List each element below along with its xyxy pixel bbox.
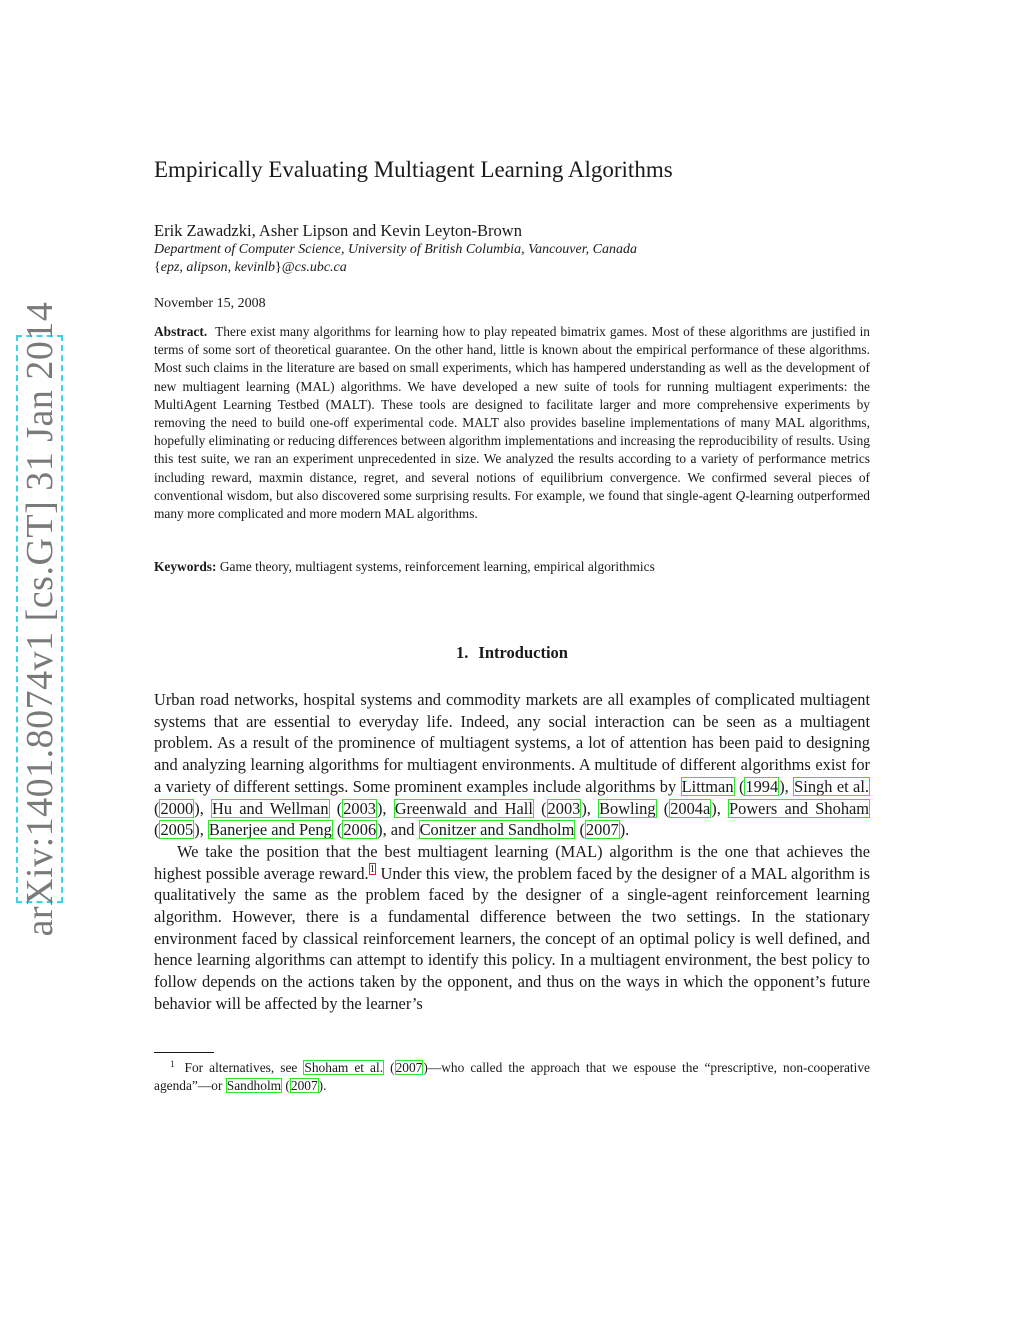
- arxiv-stamp: [16, 301, 63, 937]
- email-names: epz, alipson, kevinlb: [160, 260, 276, 275]
- footnote: $^1$ For alternatives, see Shoham et al. (2007)—who called the approach that we espouse the “prescriptive, non-cooperative agenda”—or Sandholm (2007).: [154, 1058, 871, 1094]
- section-number: 1.: [456, 643, 469, 662]
- q-symbol: Q: [735, 487, 746, 503]
- footnote-text: For alternatives, see: [184, 1060, 298, 1075]
- footnote-number: 1: [170, 1058, 175, 1069]
- citation-year-link[interactable]: 2006: [343, 820, 377, 840]
- abstract-text: There exist many algorithms for learning how to play repeated bimatrix games. Most of these algorithms are justified in terms of some sort of theoretical guarantee. On the other hand, little is known about the empirical performance of these algorithms. Most such claims in the literature are based on small experiments, which has hampered understanding as well as the development of new multiagent learning (MAL) algorithms. We have developed a new suite of tools for running multiagent experiments: the MultiAgent Learning Testbed (MALT). These tools are designed to facilitate larger and more comprehensive experiments by removing the need to build one-off experimental code. MALT also provides baseline implementations of many MAL algorithms, hopefully eliminating or reducing differences between algorithm implementations and increasing the reproducibility of results. Using this test suite, we ran an experiment unprecedented in size. We analyzed the results according to a variety of performance metrics including reward, maxmin distance, regret, and several notions of equilibrium convergence. We confirmed several pieces of conventional wisdom, but also discovered some surprising results. For example, we found that single-agent: [154, 324, 870, 503]
- section-title: Introduction: [478, 643, 568, 662]
- footnote-text-end: .: [323, 1078, 327, 1094]
- citation-link[interactable]: Singh et al.: [794, 776, 869, 796]
- citation-year-link[interactable]: 2000: [160, 798, 194, 818]
- keywords-label: Keywords:: [154, 559, 217, 574]
- citation-year-link[interactable]: 2007: [585, 820, 619, 840]
- paper-date: November 15, 2008: [154, 296, 266, 311]
- intro-p1-text: Urban road networks, hospital systems and commodity markets are all examples of complicated multiagent systems that are essential to everyday life. Indeed, any social interaction can be seen as a multiagent problem. As a result of the prominence of multiagent systems, a lot of attention has been paid to designing and analyzing learning algorithms for multiagent environments. A multitude of different algorithms exist for a variety of different settings. Some prominent examples include algorithms by: [154, 690, 870, 796]
- abstract: [154, 323, 870, 523]
- citation-link[interactable]: Littman: [681, 776, 734, 796]
- email-brace-close: }: [275, 260, 282, 275]
- intro-p2-text-cont: Under this view, the problem faced by the designer of a MAL algorithm is qualitatively the same as the problem faced by the designer of a single-agent reinforcement learning algorithm. However, there is a fundamental difference between the two settings. In the stationary environment faced by classical reinforcement learners, the concept of an optimal policy is well defined, and hence learning algorithms can attempt to identify this policy. In a multiagent environment, the best policy to follow depends on the actions taken by the opponent, and thus on the ways in which the opponent’s future behavior will be affected by the learner’s: [154, 863, 870, 1013]
- paper-affiliation: Department of Computer Science, University of British Columbia, Vancouver, Canada: [154, 242, 637, 257]
- citation-link[interactable]: Conitzer and Sandholm: [419, 820, 575, 840]
- keywords-text: Game theory, multiagent systems, reinforcement learning, empirical algorithmics: [219, 559, 655, 574]
- citation-year-link[interactable]: 2003: [547, 798, 581, 818]
- abstract-text-end: -learning outperformed many more complicated and more modern MAL algorithms.: [154, 487, 870, 522]
- citation-year-link[interactable]: 2004a: [670, 798, 711, 818]
- keywords: [154, 559, 655, 575]
- citation-link[interactable]: Bowling: [599, 798, 656, 818]
- citation-link[interactable]: Hu and Wellman: [212, 798, 329, 818]
- footnote-rule: [154, 1052, 214, 1053]
- citation-link[interactable]: Shoham et al.: [304, 1060, 384, 1075]
- intro-p2-text: We take the position that the best multiagent learning (MAL) algorithm is the one that achieves the highest possible average reward.: [154, 841, 870, 883]
- email-brace-open: {: [154, 260, 161, 275]
- citation-link[interactable]: Powers and Shoham: [729, 798, 870, 818]
- intro-body: [154, 689, 870, 1015]
- paper-title: Empirically Evaluating Multiagent Learning Algorithms: [154, 157, 673, 182]
- section-heading: [0, 643, 1024, 663]
- citation-link[interactable]: Greenwald and Hall: [394, 798, 533, 818]
- intro-paragraph-2: [154, 841, 870, 1015]
- citation-year-link[interactable]: 2005: [160, 820, 194, 840]
- citation-year-link[interactable]: 2007: [290, 1078, 318, 1094]
- paper-authors: Erik Zawadzki, Asher Lipson and Kevin Leyton-Brown: [154, 221, 522, 240]
- intro-paragraph-1: Urban road networks, hospital systems and commodity markets are all examples of complicated multiagent systems that are essential to everyday life. Indeed, any social interaction can be seen as a multiagent problem. As a result of the prominence of multiagent systems, a lot of attention has been paid to designing and analyzing learning algorithms for multiagent environments. A multitude of different algorithms exist for a variety of different settings. Some prominent examples include algorithms by Littman (1994), Singh et al. (2000), Hu and Wellman (2003), Greenwald and Hall (2003), Bowling (2004a), Powers and Shoham (2005), Banerjee and Peng (2006), and Conitzer and Sandholm (2007).: [154, 690, 870, 840]
- footnote-text-middle: —who called the approach that we espouse the “prescriptive, non-cooperative agenda”—or: [154, 1060, 871, 1094]
- citation-link[interactable]: Sandholm: [226, 1078, 282, 1094]
- citation-link[interactable]: Banerjee and Peng: [208, 820, 332, 840]
- and-word: and: [390, 820, 415, 840]
- footnote-marker-link[interactable]: 1: [369, 863, 376, 876]
- citation-year-link[interactable]: 2007: [395, 1060, 423, 1075]
- citation-year-link[interactable]: 1994: [745, 776, 779, 796]
- paper-email: [154, 260, 347, 276]
- abstract-label: Abstract.: [154, 324, 208, 339]
- arxiv-id: arXiv:1401.8074v1 [cs.GT] 31 Jan 2014: [18, 301, 61, 937]
- email-domain: @cs.ubc.ca: [281, 260, 347, 275]
- citation-year-link[interactable]: 2003: [343, 798, 376, 818]
